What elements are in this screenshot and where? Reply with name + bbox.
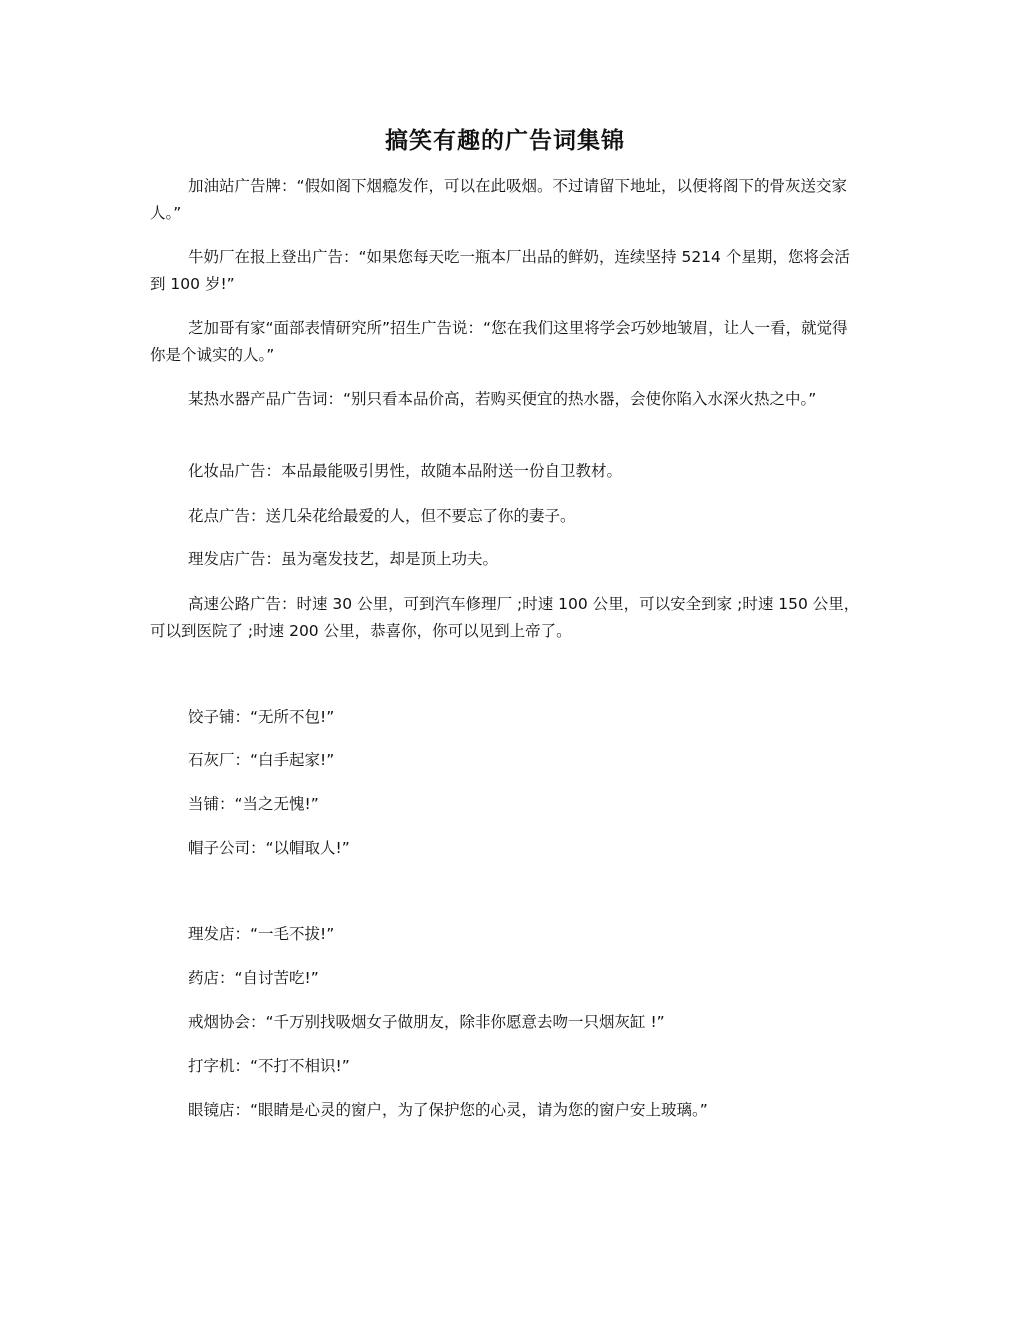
slogan-typewriter: 打字机：“不打不相识!” <box>188 1057 350 1075</box>
paragraph-gas-station: 加油站广告牌：“假如阁下烟瘾发作，可以在此吸烟。不过请留下地址，以便将阁下的骨灰送交家人。” <box>150 177 848 222</box>
slogan-lime-factory: 石灰厂：“白手起家!” <box>188 751 335 769</box>
slogan-hat-company: 帽子公司：“以帽取人!” <box>188 839 350 857</box>
paragraph-highway: 高速公路广告：时速 30 公里，可到汽车修理厂 ;时速 100 公里，可以安全到家 ;时速 150 公里，可以到医院了 ;时速 200 公里，恭喜你，你可以见到上帝了。 <box>150 595 860 640</box>
slogan-anti-smoking: 戒烟协会：“千万别找吸烟女子做朋友，除非你愿意去吻一只烟灰缸 !” <box>188 1013 665 1031</box>
paragraph-barber: 理发店广告：虽为毫发技艺，却是顶上功夫。 <box>188 550 499 568</box>
paragraph-flowers: 花点广告：送几朵花给最爱的人，但不要忘了你的妻子。 <box>188 507 576 525</box>
paragraph-water-heater: 某热水器产品广告词：“别只看本品价高，若购买便宜的热水器，会使你陷入水深火热之中。” <box>188 390 817 408</box>
slogan-optician: 眼镜店：“眼睛是心灵的窗户，为了保护您的心灵，请为您的窗户安上玻璃。” <box>188 1101 708 1119</box>
paragraph-chicago-institute: 芝加哥有家“面部表情研究所”招生广告说：“您在我们这里将学会巧妙地皱眉，让人一看，就觉得你是个诚实的人。” <box>150 319 848 364</box>
page-title: 搞笑有趣的广告词集锦 <box>385 128 625 154</box>
slogan-dumpling-shop: 饺子铺：“无所不包!” <box>188 708 335 726</box>
slogan-pharmacy: 药店：“自讨苦吃!” <box>188 969 319 987</box>
slogan-pawnshop: 当铺：“当之无愧!” <box>188 795 319 813</box>
paragraph-cosmetics: 化妆品广告：本品最能吸引男性，故随本品附送一份自卫教材。 <box>188 462 623 480</box>
slogan-barber-shop: 理发店：“一毛不拔!” <box>188 925 335 943</box>
paragraph-milk-factory: 牛奶厂在报上登出广告：“如果您每天吃一瓶本厂出品的鲜奶，连续坚持 5214 个星期，您将会活到 100 岁!” <box>150 248 850 293</box>
